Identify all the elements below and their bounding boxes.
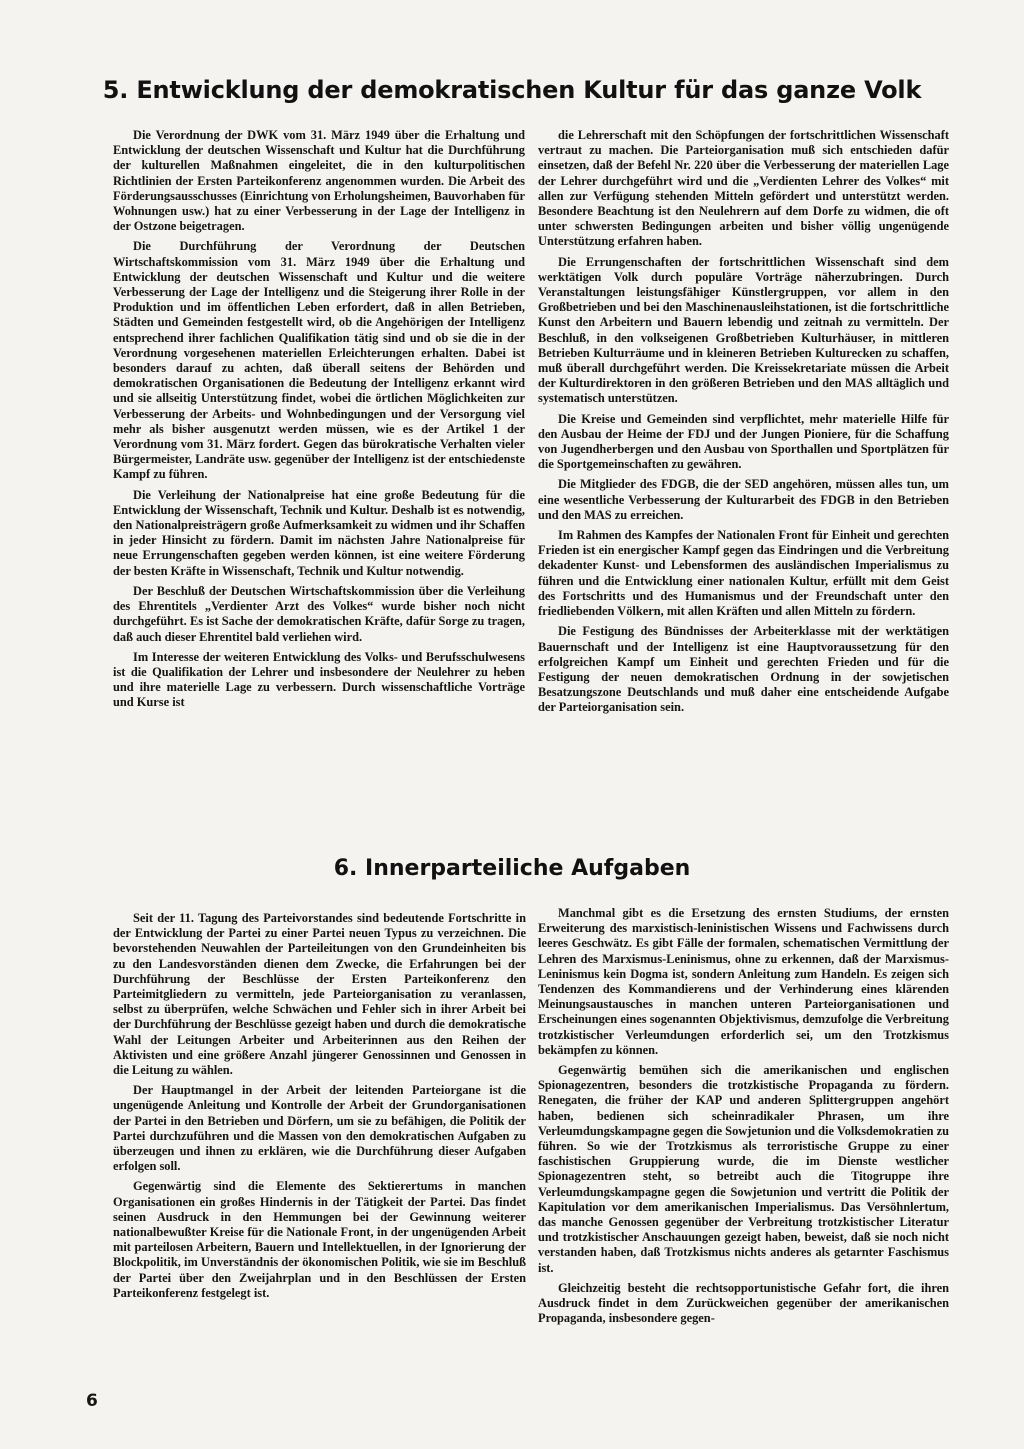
paragraph: Der Hauptmangel in der Arbeit der leitenden Parteiorgane ist die ungenügende Anleitung und Kontrolle der Arbeit der Grundorganisationen der Partei in den Betrieben und Dörfern, um sie zu befähigen, die Politik der Partei durchzuführen und die Massen von den demokratischen Aufgaben zu überzeugen und ihnen zu erklären, wie die Durchführung dieser Aufgaben erfolgen soll. <box>113 1083 526 1174</box>
paragraph: Die Festigung des Bündnisses der Arbeiterklasse mit der werktätigen Bauernschaft und der Intelligenz ist eine Hauptvoraussetzung für den erfolgreichen Kampf um Einheit und gerechten Frieden und für die Festigung der neuen demokratischen Ordnung in der sowjetischen Besatzungszone Deutschlands und muß daher eine entscheidende Aufgabe der Parteiorganisation sein. <box>538 624 949 715</box>
paragraph: Die Kreise und Gemeinden sind verpflichtet, mehr materielle Hilfe für den Ausbau der Heime der FDJ und der Jungen Pioniere, für die Schaffung von Jugendherbergen und den Ausbau von Sporthallen und Sportplätzen für die Sportgemeinschaften zu gewähren. <box>538 411 949 472</box>
paragraph: Die Verordnung der DWK vom 31. März 1949 über die Erhaltung und Entwicklung der deutschen Wissenschaft und Kultur hat die Durchführung der kulturellen Maßnahmen eingeleitet, die in den kulturpolitischen Richtlinien der Ersten Parteikonferenz angenommen wurden. Die Arbeit des Förderungsausschusses (Einrichtung von Erholungsheimen, Bauvorhaben für Wohnungen usw.) hat zu einer Verbesserung in der Lage der Intelligenz in der Ostzone beigetragen. <box>113 128 525 234</box>
paragraph: Die Errungenschaften der fortschrittlichen Wissenschaft sind dem werktätigen Volk durch populäre Vorträge näherzubringen. Durch Veranstaltungen leistungsfähiger Künstlergruppen, vor allem in den Großbetrieben und bei den Maschinenausleihstationen, ist die fortschrittliche Kunst den Arbeitern und Bauern lebendig und zeitnah zu vermitteln. Der Beschluß, in den volkseigenen Großbetrieben Kulturhäuser, in mittleren Betrieben Kulturräume und in kleineren Betrieben Kulturecken zu schaffen, muß überall durchgeführt werden. Die Kreissekretariate müssen die Arbeit der Kulturdirektoren in den größeren Betrieben und den MAS alltäglich und systematisch unterstützen. <box>538 254 949 406</box>
paragraph: die Lehrerschaft mit den Schöpfungen der fortschrittlichen Wissenschaft vertraut zu machen. Die Parteiorganisation muß sich entschieden dafür einsetzen, daß der Befehl Nr. 220 über die Verbesserung der materiellen Lage der Lehrer durchgeführt wird und die „Verdienten Lehrer des Volkes“ mit allen zur Verfügung stehenden Mitteln gefördert und unterstützt werden. Besondere Beachtung ist den Neulehrern auf dem Dorfe zu widmen, die oft unter schwersten Bedingungen arbeiten und bisher völlig ungenügende Unterstützung erfahren haben. <box>538 128 949 249</box>
paragraph: Seit der 11. Tagung des Parteivorstandes sind bedeutende Fortschritte in der Entwicklung der Partei zu einer Partei neuen Typus zu verzeichnen. Die bevorstehenden Neuwahlen der Parteileitungen von den Grundeinheiten bis zu den Landesvorständen dienen dem Zwecke, die Erfahrungen bei der Durchführung der Beschlüsse der Ersten Parteikonferenz den Parteimitgliedern zu vermitteln, jede Parteiorganisation zu veranlassen, selbst zu überprüfen, welche Schwächen und Fehler sich in ihrer Arbeit bei der Durchführung der Beschlüsse gezeigt haben und durch die demokratische Wahl der Leitungen Arbeiter und Arbeiterinnen aus den Reihen der Aktivisten und eine größere Anzahl jüngerer Genossinnen und Genossen in die Leitung zu wählen. <box>113 911 526 1078</box>
paragraph: Im Rahmen des Kampfes der Nationalen Front für Einheit und gerechten Frieden ist ein energischer Kampf gegen das Eindringen und die Verbreitung dekadenter Kunst- und Lebensformen des ausländischen Imperialismus zu führen und die Entwicklung einer nationalen Kultur, erfüllt mit dem Geist des Fortschritts und des Humanismus und der Freundschaft unter den friedliebenden Völkern, mit allen Kräften und allen Mitteln zu fördern. <box>538 528 949 619</box>
paragraph: Im Interesse der weiteren Entwicklung des Volks- und Berufsschulwesens ist die Qualifikation der Lehrer und insbesondere der Neulehrer zu heben und ihre materielle Lage zu verbessern. Durch wissenschaftliche Vorträge und Kurse ist <box>113 649 525 710</box>
page-number: 6 <box>86 1391 98 1411</box>
section-6-left-column <box>113 911 526 1371</box>
paragraph: Gleichzeitig besteht die rechtsopportunistische Gefahr fort, die ihren Ausdruck findet in dem Zurückweichen gegenüber der amerikanischen Propaganda, insbesondere gegen- <box>538 1280 949 1326</box>
paragraph: Die Verleihung der Nationalpreise hat eine große Bedeutung für die Entwicklung der Wissenschaft, Technik und Kultur. Deshalb ist es notwendig, den Nationalpreisträgern große Aufmerksamkeit zu widmen und ihr Schaffen in jeder Hinsicht zu fördern. Damit im nächsten Jahre Nationalpreise für neue Errungenschaften gegeben werden können, ist eine weitere Förderung der besten Kräfte in Wissenschaft, Technik und Kultur notwendig. <box>113 487 525 578</box>
paragraph: Gegenwärtig bemühen sich die amerikanischen und englischen Spionagezentren, besonders die trotzkistische Propaganda zu fördern. Renegaten, die früher der KAP und anderen Splittergruppen angehört haben, bedienen sich scheinradikaler Phrasen, um ihre Verleumdungskampagne gegen die Sowjetunion und die Volksdemokratien zu führen. So wie der Trotzkismus als terroristische Gruppe zu einer faschistischen Gruppierung wurde, die im Dienste westlicher Spionagezentren steht, so betreibt auch die Titogruppe ihre Verleumdungskampagne gegen die Sowjetunion und vertritt die Politik der Kapitulation vor dem amerikanischen Imperialismus. Das Versöhnlertum, das manche Genossen gegenüber der Verbreitung trotzkistischer Literatur und trotzkistischer Anschauungen gezeigt haben, beweist, daß sie noch nicht verstanden haben, daß Trotzkismus nichts anderes als getarnter Faschismus ist. <box>538 1063 949 1275</box>
section-5-right-column <box>538 128 949 836</box>
section-5-left-column <box>113 128 525 836</box>
paragraph: Der Beschluß der Deutschen Wirtschaftskommission über die Verleihung des Ehrentitels „Verdienter Arzt des Volkes“ wurde bisher noch nicht durchgeführt. Es ist Sache der demokratischen Kräfte, dafür Sorge zu tragen, daß auch dieser Ehrentitel bald verliehen wird. <box>113 583 525 644</box>
paragraph: Manchmal gibt es die Ersetzung des ernsten Studiums, der ernsten Erweiterung des marxistisch-leninistischen Wissens und Fachwissens durch leeres Geschwätz. Es gibt Fälle der formalen, schematischen Vermittlung der Lehren des Marxismus-Leninismus, ohne zu erkennen, daß der Marxismus-Leninismus kein Dogma ist, sondern Anleitung zum Handeln. Es zeigen sich Tendenzen des Kommandierens und der Verhinderung eines klärenden Meinungsaustausches in manchen unteren Parteiorganisationen und Erscheinungen eines sogenannten Objektivismus, demzufolge die Verbreitung trotzkistischer Verleumdungen erforderlich sei, um den Trotzkismus bekämpfen zu können. <box>538 906 949 1057</box>
section-6-heading: 6. Innerparteiliche Aufgaben <box>333 856 691 881</box>
paragraph: Die Mitglieder des FDGB, die der SED angehören, müssen alles tun, um eine wesentliche Verbesserung der Kulturarbeit des FDGB in den Betrieben und den MAS zu erreichen. <box>538 477 949 522</box>
paragraph: Gegenwärtig sind die Elemente des Sektierertums in manchen Organisationen ein großes Hindernis in der Tätigkeit der Partei. Das findet seinen Ausdruck in den Hemmungen bei der Gewinnung weiterer nationalbewußter Kreise für die Nationale Front, in der ungenügenden Arbeit mit parteilosen Arbeitern, Bauern und Intellektuellen, in der Ignorierung der Blockpolitik, im Unverständnis der ökonomischen Politik, wie sie im Beschluß der Partei über den Zweijahrplan und in den Beschlüssen der Ersten Parteikonferenz festgelegt ist. <box>113 1179 526 1300</box>
section-5-heading: 5. Entwicklung der demokratischen Kultur für das ganze Volk <box>102 76 922 104</box>
paragraph: Die Durchführung der Verordnung der Deutschen Wirtschaftskommission vom 31. März 1949 über die Erhaltung und Entwicklung der deutschen Wissenschaft und Kultur und die weitere Verbesserung der Lage der Intelligenz und die Steigerung ihrer Rolle in der Produktion und im öffentlichen Leben erfordert, daß in allen Betrieben, Städten und Gemeinden festgestellt wird, ob die Angehörigen der Intelligenz entsprechend ihrer fachlichen Qualifikation tätig sind und ob sie die in der Verordnung vorgesehenen materiellen Erleichterungen erhalten. Dabei ist besonders darauf zu achten, daß überall seitens der Behörden und demokratischen Organisationen die Bedeutung der Intelligenz erkannt wird und sie allseitig Unterstützung findet, wobei die örtlichen Möglichkeiten zur Verbesserung der Arbeits- und Wohnbedingungen und der Versorgung viel mehr als bisher ausgenutzt werden müssen, wie es der Artikel 1 der Verordnung vom 31. März fordert. Gegen das bürokratische Verhalten vieler Bürgermeister, Landräte usw. gegenüber der Intelligenz ist der entschiedenste Kampf zu führen. <box>113 239 525 482</box>
section-6-right-column <box>538 906 949 1374</box>
